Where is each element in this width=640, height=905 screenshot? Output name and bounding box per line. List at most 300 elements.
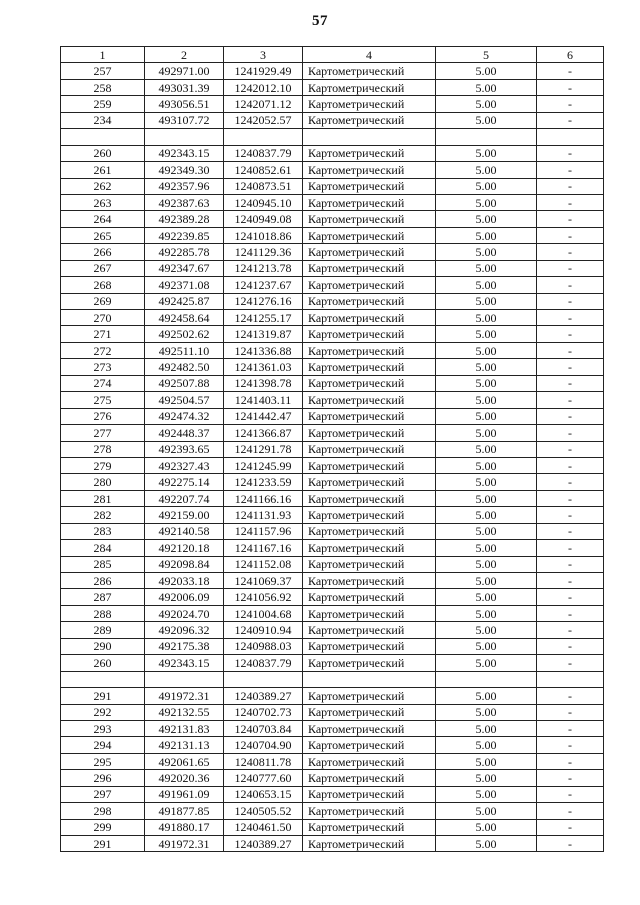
header-col-3: 3 bbox=[224, 47, 303, 63]
cell-method: Картометрический bbox=[303, 293, 436, 309]
cell-point-number: 277 bbox=[61, 425, 145, 441]
cell-y-coordinate: 1240702.73 bbox=[224, 704, 303, 720]
table-row bbox=[61, 178, 604, 194]
cell-accuracy: 5.00 bbox=[436, 260, 537, 276]
table-row bbox=[61, 819, 604, 835]
cell-method: Картометрический bbox=[303, 277, 436, 293]
cell-y-coordinate: 1241213.78 bbox=[224, 260, 303, 276]
cell-y-coordinate: 1241152.08 bbox=[224, 556, 303, 572]
cell-x-coordinate: 492389.28 bbox=[145, 211, 224, 227]
cell-y-coordinate: 1240653.15 bbox=[224, 786, 303, 802]
cell-x-coordinate: 492448.37 bbox=[145, 425, 224, 441]
table-row bbox=[61, 688, 604, 704]
cell-method: Картометрический bbox=[303, 96, 436, 112]
table-row bbox=[61, 227, 604, 243]
cell-note: - bbox=[537, 392, 604, 408]
cell-accuracy: 5.00 bbox=[436, 162, 537, 178]
cell-point-number: 286 bbox=[61, 573, 145, 589]
cell-y-coordinate: 1241366.87 bbox=[224, 425, 303, 441]
cell-note: - bbox=[537, 688, 604, 704]
cell-x-coordinate: 492504.57 bbox=[145, 392, 224, 408]
cell-note: - bbox=[537, 507, 604, 523]
cell-accuracy: 5.00 bbox=[436, 96, 537, 112]
cell-x-coordinate: 492140.58 bbox=[145, 523, 224, 539]
cell-point-number: 270 bbox=[61, 310, 145, 326]
cell-x-coordinate: 492096.32 bbox=[145, 622, 224, 638]
cell-y-coordinate: 1241018.86 bbox=[224, 227, 303, 243]
cell-point-number: 259 bbox=[61, 96, 145, 112]
cell-method: Картометрический bbox=[303, 523, 436, 539]
cell-note: - bbox=[537, 96, 604, 112]
cell-note: - bbox=[537, 244, 604, 260]
cell-accuracy: 5.00 bbox=[436, 425, 537, 441]
cell-method: Картометрический bbox=[303, 425, 436, 441]
cell-method: Картометрический bbox=[303, 392, 436, 408]
cell-note: - bbox=[537, 474, 604, 490]
cell-method: Картометрический bbox=[303, 622, 436, 638]
cell-accuracy: 5.00 bbox=[436, 786, 537, 802]
cell-accuracy: 5.00 bbox=[436, 753, 537, 769]
table-row bbox=[61, 342, 604, 358]
cell-point-number: 264 bbox=[61, 211, 145, 227]
cell-y-coordinate: 1241129.36 bbox=[224, 244, 303, 260]
cell-y-coordinate: 1241398.78 bbox=[224, 375, 303, 391]
cell-x-coordinate: 492020.36 bbox=[145, 770, 224, 786]
cell-note: - bbox=[537, 638, 604, 654]
cell-y-coordinate: 1240704.90 bbox=[224, 737, 303, 753]
cell-point-number: 234 bbox=[61, 112, 145, 128]
cell-method: Картометрический bbox=[303, 770, 436, 786]
table-separator-row bbox=[61, 129, 604, 145]
cell-x-coordinate: 491877.85 bbox=[145, 803, 224, 819]
cell-y-coordinate: 1241167.16 bbox=[224, 540, 303, 556]
cell-y-coordinate: 1241131.93 bbox=[224, 507, 303, 523]
cell-accuracy: 5.00 bbox=[436, 310, 537, 326]
cell-y-coordinate: 1242071.12 bbox=[224, 96, 303, 112]
cell-x-coordinate: 493056.51 bbox=[145, 96, 224, 112]
table-row bbox=[61, 326, 604, 342]
table-row bbox=[61, 293, 604, 309]
cell-y-coordinate: 1240949.08 bbox=[224, 211, 303, 227]
cell-point-number: 280 bbox=[61, 474, 145, 490]
cell-method bbox=[303, 129, 436, 145]
cell-note bbox=[537, 129, 604, 145]
cell-method: Картометрический bbox=[303, 194, 436, 210]
cell-accuracy: 5.00 bbox=[436, 79, 537, 95]
cell-y-coordinate: 1240837.79 bbox=[224, 145, 303, 161]
cell-method: Картометрический bbox=[303, 819, 436, 835]
cell-x-coordinate: 492006.09 bbox=[145, 589, 224, 605]
cell-accuracy: 5.00 bbox=[436, 63, 537, 79]
cell-y-coordinate: 1240988.03 bbox=[224, 638, 303, 654]
cell-y-coordinate: 1241056.92 bbox=[224, 589, 303, 605]
cell-method: Картометрический bbox=[303, 310, 436, 326]
header-col-5: 5 bbox=[436, 47, 537, 63]
table-row bbox=[61, 556, 604, 572]
cell-note: - bbox=[537, 194, 604, 210]
cell-point-number: 282 bbox=[61, 507, 145, 523]
cell-accuracy: 5.00 bbox=[436, 375, 537, 391]
table-header-row bbox=[61, 47, 604, 63]
cell-point-number: 291 bbox=[61, 836, 145, 852]
cell-note: - bbox=[537, 162, 604, 178]
cell-x-coordinate: 492387.63 bbox=[145, 194, 224, 210]
cell-x-coordinate: 492327.43 bbox=[145, 457, 224, 473]
cell-note: - bbox=[537, 112, 604, 128]
cell-method: Картометрический bbox=[303, 556, 436, 572]
cell-note: - bbox=[537, 425, 604, 441]
cell-method: Картометрический bbox=[303, 260, 436, 276]
cell-point-number: 297 bbox=[61, 786, 145, 802]
cell-method: Картометрический bbox=[303, 753, 436, 769]
cell-y-coordinate bbox=[224, 129, 303, 145]
table-row bbox=[61, 589, 604, 605]
cell-accuracy: 5.00 bbox=[436, 507, 537, 523]
cell-point-number: 274 bbox=[61, 375, 145, 391]
cell-accuracy: 5.00 bbox=[436, 770, 537, 786]
cell-y-coordinate: 1241245.99 bbox=[224, 457, 303, 473]
cell-note: - bbox=[537, 441, 604, 457]
cell-accuracy: 5.00 bbox=[436, 540, 537, 556]
table-row bbox=[61, 573, 604, 589]
cell-point-number: 290 bbox=[61, 638, 145, 654]
cell-method: Картометрический bbox=[303, 375, 436, 391]
cell-method: Картометрический bbox=[303, 63, 436, 79]
cell-accuracy: 5.00 bbox=[436, 112, 537, 128]
cell-method: Картометрический bbox=[303, 720, 436, 736]
cell-accuracy: 5.00 bbox=[436, 688, 537, 704]
table-row bbox=[61, 474, 604, 490]
table-row bbox=[61, 112, 604, 128]
table-row bbox=[61, 244, 604, 260]
cell-x-coordinate: 492159.00 bbox=[145, 507, 224, 523]
cell-method: Картометрический bbox=[303, 605, 436, 621]
cell-y-coordinate: 1240703.84 bbox=[224, 720, 303, 736]
cell-y-coordinate: 1240777.60 bbox=[224, 770, 303, 786]
cell-method: Картометрический bbox=[303, 688, 436, 704]
cell-y-coordinate: 1240811.78 bbox=[224, 753, 303, 769]
cell-point-number: 263 bbox=[61, 194, 145, 210]
cell-accuracy: 5.00 bbox=[436, 145, 537, 161]
cell-method: Картометрический bbox=[303, 786, 436, 802]
cell-point-number bbox=[61, 129, 145, 145]
cell-accuracy: 5.00 bbox=[436, 490, 537, 506]
cell-accuracy: 5.00 bbox=[436, 556, 537, 572]
cell-accuracy: 5.00 bbox=[436, 638, 537, 654]
cell-note: - bbox=[537, 556, 604, 572]
cell-x-coordinate: 492061.65 bbox=[145, 753, 224, 769]
cell-x-coordinate: 492275.14 bbox=[145, 474, 224, 490]
cell-x-coordinate: 492207.74 bbox=[145, 490, 224, 506]
cell-point-number: 289 bbox=[61, 622, 145, 638]
cell-x-coordinate: 491880.17 bbox=[145, 819, 224, 835]
cell-note: - bbox=[537, 178, 604, 194]
cell-note: - bbox=[537, 786, 604, 802]
cell-point-number: 272 bbox=[61, 342, 145, 358]
cell-point-number: 299 bbox=[61, 819, 145, 835]
cell-note: - bbox=[537, 704, 604, 720]
cell-accuracy: 5.00 bbox=[436, 573, 537, 589]
cell-x-coordinate: 492482.50 bbox=[145, 359, 224, 375]
cell-y-coordinate: 1241336.88 bbox=[224, 342, 303, 358]
cell-point-number: 298 bbox=[61, 803, 145, 819]
cell-y-coordinate: 1241403.11 bbox=[224, 392, 303, 408]
cell-note: - bbox=[537, 589, 604, 605]
cell-point-number: 265 bbox=[61, 227, 145, 243]
cell-note: - bbox=[537, 342, 604, 358]
table-row bbox=[61, 753, 604, 769]
table-row bbox=[61, 770, 604, 786]
cell-y-coordinate: 1240389.27 bbox=[224, 836, 303, 852]
cell-point-number: 278 bbox=[61, 441, 145, 457]
table-row bbox=[61, 507, 604, 523]
cell-point-number: 273 bbox=[61, 359, 145, 375]
cell-point-number: 283 bbox=[61, 523, 145, 539]
cell-note: - bbox=[537, 573, 604, 589]
cell-y-coordinate: 1241069.37 bbox=[224, 573, 303, 589]
cell-note: - bbox=[537, 310, 604, 326]
cell-y-coordinate: 1241929.49 bbox=[224, 63, 303, 79]
cell-x-coordinate: 492393.65 bbox=[145, 441, 224, 457]
cell-method: Картометрический bbox=[303, 474, 436, 490]
cell-point-number: 295 bbox=[61, 753, 145, 769]
cell-accuracy: 5.00 bbox=[436, 293, 537, 309]
cell-accuracy: 5.00 bbox=[436, 819, 537, 835]
table-row bbox=[61, 836, 604, 852]
cell-y-coordinate: 1240837.79 bbox=[224, 655, 303, 671]
table-separator-row bbox=[61, 671, 604, 687]
cell-y-coordinate: 1242012.10 bbox=[224, 79, 303, 95]
cell-x-coordinate: 491972.31 bbox=[145, 836, 224, 852]
cell-point-number: 294 bbox=[61, 737, 145, 753]
header-col-1: 1 bbox=[61, 47, 145, 63]
table-row bbox=[61, 425, 604, 441]
cell-method: Картометрический bbox=[303, 112, 436, 128]
cell-accuracy: 5.00 bbox=[436, 523, 537, 539]
table-row bbox=[61, 310, 604, 326]
cell-x-coordinate: 492474.32 bbox=[145, 408, 224, 424]
cell-y-coordinate: 1241237.67 bbox=[224, 277, 303, 293]
cell-note: - bbox=[537, 655, 604, 671]
table-row bbox=[61, 441, 604, 457]
cell-point-number: 281 bbox=[61, 490, 145, 506]
cell-note: - bbox=[537, 753, 604, 769]
table-row bbox=[61, 162, 604, 178]
cell-note: - bbox=[537, 277, 604, 293]
table-row bbox=[61, 605, 604, 621]
table-row bbox=[61, 79, 604, 95]
table-row bbox=[61, 786, 604, 802]
cell-x-coordinate: 492349.30 bbox=[145, 162, 224, 178]
cell-x-coordinate: 492371.08 bbox=[145, 277, 224, 293]
cell-method: Картометрический bbox=[303, 359, 436, 375]
cell-point-number: 266 bbox=[61, 244, 145, 260]
cell-y-coordinate: 1241255.17 bbox=[224, 310, 303, 326]
cell-x-coordinate: 492175.38 bbox=[145, 638, 224, 654]
cell-x-coordinate: 492507.88 bbox=[145, 375, 224, 391]
cell-point-number: 284 bbox=[61, 540, 145, 556]
cell-method: Картометрический bbox=[303, 441, 436, 457]
cell-note: - bbox=[537, 720, 604, 736]
page-number: 57 bbox=[312, 13, 328, 29]
cell-point-number: 258 bbox=[61, 79, 145, 95]
cell-method: Картометрический bbox=[303, 457, 436, 473]
cell-point-number: 275 bbox=[61, 392, 145, 408]
cell-accuracy: 5.00 bbox=[436, 836, 537, 852]
cell-accuracy: 5.00 bbox=[436, 803, 537, 819]
cell-point-number: 269 bbox=[61, 293, 145, 309]
table-row bbox=[61, 63, 604, 79]
cell-point-number: 267 bbox=[61, 260, 145, 276]
table-row bbox=[61, 260, 604, 276]
cell-method: Картометрический bbox=[303, 408, 436, 424]
cell-x-coordinate: 492502.62 bbox=[145, 326, 224, 342]
cell-method: Картометрический bbox=[303, 326, 436, 342]
cell-note: - bbox=[537, 145, 604, 161]
table-row bbox=[61, 490, 604, 506]
cell-method: Картометрический bbox=[303, 227, 436, 243]
cell-x-coordinate: 492458.64 bbox=[145, 310, 224, 326]
cell-y-coordinate: 1241157.96 bbox=[224, 523, 303, 539]
table-row bbox=[61, 96, 604, 112]
cell-x-coordinate: 492511.10 bbox=[145, 342, 224, 358]
cell-x-coordinate: 492343.15 bbox=[145, 655, 224, 671]
cell-point-number: 287 bbox=[61, 589, 145, 605]
cell-accuracy: 5.00 bbox=[436, 211, 537, 227]
cell-method: Картометрический bbox=[303, 573, 436, 589]
header-col-6: 6 bbox=[537, 47, 604, 63]
cell-accuracy: 5.00 bbox=[436, 622, 537, 638]
cell-point-number: 260 bbox=[61, 655, 145, 671]
cell-method: Картометрический bbox=[303, 803, 436, 819]
table-row bbox=[61, 211, 604, 227]
cell-accuracy: 5.00 bbox=[436, 737, 537, 753]
cell-accuracy: 5.00 bbox=[436, 359, 537, 375]
cell-note: - bbox=[537, 211, 604, 227]
cell-accuracy: 5.00 bbox=[436, 655, 537, 671]
cell-accuracy: 5.00 bbox=[436, 227, 537, 243]
cell-accuracy: 5.00 bbox=[436, 589, 537, 605]
table-row bbox=[61, 638, 604, 654]
table-row bbox=[61, 523, 604, 539]
table-row bbox=[61, 737, 604, 753]
table-row bbox=[61, 194, 604, 210]
cell-accuracy: 5.00 bbox=[436, 244, 537, 260]
cell-method: Картометрический bbox=[303, 836, 436, 852]
cell-y-coordinate: 1241276.16 bbox=[224, 293, 303, 309]
cell-method: Картометрический bbox=[303, 342, 436, 358]
cell-accuracy: 5.00 bbox=[436, 605, 537, 621]
cell-x-coordinate: 492120.18 bbox=[145, 540, 224, 556]
cell-x-coordinate: 492132.55 bbox=[145, 704, 224, 720]
cell-note: - bbox=[537, 819, 604, 835]
cell-x-coordinate: 492131.83 bbox=[145, 720, 224, 736]
cell-method: Картометрический bbox=[303, 655, 436, 671]
cell-accuracy bbox=[436, 129, 537, 145]
cell-method: Картометрический bbox=[303, 507, 436, 523]
cell-point-number: 291 bbox=[61, 688, 145, 704]
cell-y-coordinate: 1241319.87 bbox=[224, 326, 303, 342]
cell-point-number: 260 bbox=[61, 145, 145, 161]
cell-accuracy: 5.00 bbox=[436, 178, 537, 194]
cell-point-number: 257 bbox=[61, 63, 145, 79]
table-row bbox=[61, 622, 604, 638]
cell-x-coordinate bbox=[145, 671, 224, 687]
cell-note: - bbox=[537, 605, 604, 621]
cell-point-number: 293 bbox=[61, 720, 145, 736]
cell-note bbox=[537, 671, 604, 687]
cell-x-coordinate: 493107.72 bbox=[145, 112, 224, 128]
cell-note: - bbox=[537, 490, 604, 506]
coordinates-table bbox=[60, 46, 604, 852]
cell-y-coordinate: 1240389.27 bbox=[224, 688, 303, 704]
cell-y-coordinate: 1242052.57 bbox=[224, 112, 303, 128]
table-row bbox=[61, 408, 604, 424]
cell-point-number: 285 bbox=[61, 556, 145, 572]
cell-y-coordinate: 1241442.47 bbox=[224, 408, 303, 424]
table-row bbox=[61, 720, 604, 736]
cell-method: Картометрический bbox=[303, 79, 436, 95]
table-row bbox=[61, 803, 604, 819]
cell-method: Картометрический bbox=[303, 162, 436, 178]
cell-x-coordinate: 492357.96 bbox=[145, 178, 224, 194]
cell-point-number: 292 bbox=[61, 704, 145, 720]
cell-x-coordinate: 492425.87 bbox=[145, 293, 224, 309]
cell-accuracy: 5.00 bbox=[436, 392, 537, 408]
cell-accuracy bbox=[436, 671, 537, 687]
cell-accuracy: 5.00 bbox=[436, 441, 537, 457]
cell-point-number: 268 bbox=[61, 277, 145, 293]
cell-x-coordinate: 493031.39 bbox=[145, 79, 224, 95]
cell-method: Картометрический bbox=[303, 244, 436, 260]
cell-x-coordinate: 492131.13 bbox=[145, 737, 224, 753]
cell-note: - bbox=[537, 63, 604, 79]
cell-accuracy: 5.00 bbox=[436, 704, 537, 720]
cell-x-coordinate: 491972.31 bbox=[145, 688, 224, 704]
cell-accuracy: 5.00 bbox=[436, 408, 537, 424]
cell-point-number: 276 bbox=[61, 408, 145, 424]
cell-y-coordinate: 1240461.50 bbox=[224, 819, 303, 835]
cell-y-coordinate: 1240873.51 bbox=[224, 178, 303, 194]
cell-accuracy: 5.00 bbox=[436, 342, 537, 358]
cell-note: - bbox=[537, 836, 604, 852]
cell-x-coordinate: 492098.84 bbox=[145, 556, 224, 572]
cell-point-number: 279 bbox=[61, 457, 145, 473]
cell-note: - bbox=[537, 737, 604, 753]
table-row bbox=[61, 704, 604, 720]
cell-x-coordinate: 492239.85 bbox=[145, 227, 224, 243]
cell-method: Картометрический bbox=[303, 704, 436, 720]
cell-accuracy: 5.00 bbox=[436, 720, 537, 736]
cell-note: - bbox=[537, 803, 604, 819]
cell-point-number: 296 bbox=[61, 770, 145, 786]
cell-y-coordinate: 1241233.59 bbox=[224, 474, 303, 490]
table-row bbox=[61, 145, 604, 161]
cell-x-coordinate: 492347.67 bbox=[145, 260, 224, 276]
header-col-2: 2 bbox=[145, 47, 224, 63]
cell-method: Картометрический bbox=[303, 589, 436, 605]
cell-point-number: 261 bbox=[61, 162, 145, 178]
cell-note: - bbox=[537, 622, 604, 638]
cell-y-coordinate: 1241361.03 bbox=[224, 359, 303, 375]
cell-y-coordinate: 1240945.10 bbox=[224, 194, 303, 210]
cell-method: Картометрический bbox=[303, 490, 436, 506]
cell-method: Картометрический bbox=[303, 638, 436, 654]
cell-note: - bbox=[537, 79, 604, 95]
cell-note: - bbox=[537, 540, 604, 556]
cell-y-coordinate: 1241004.68 bbox=[224, 605, 303, 621]
cell-note: - bbox=[537, 375, 604, 391]
